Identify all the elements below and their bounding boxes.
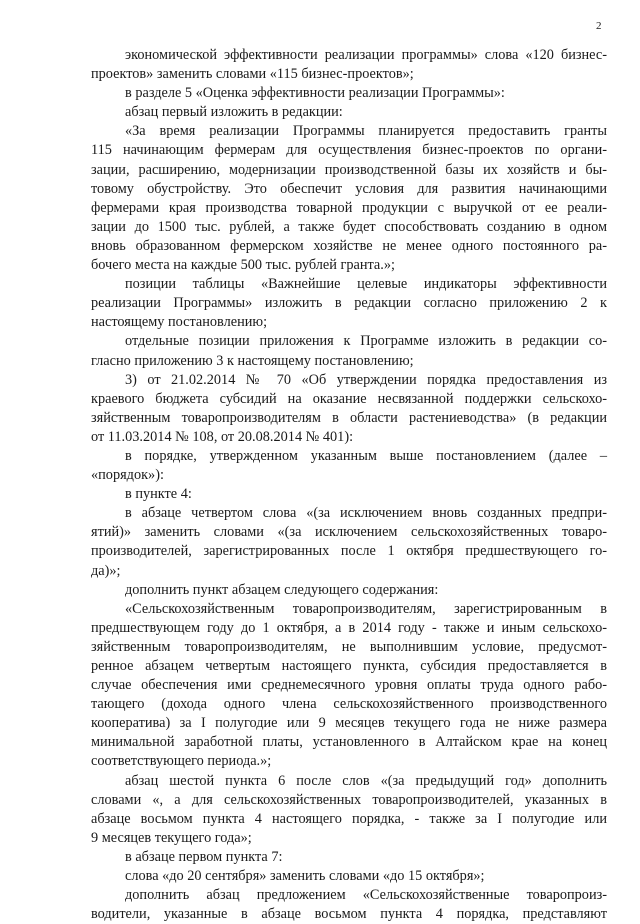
paragraph-line: вновь образованном фермерском хозяйстве не менее одного постоянного ра- xyxy=(91,237,607,254)
paragraph xyxy=(91,600,607,772)
paragraph-line: зации, расширению, модернизации производственной базы их хозяйств и бы- xyxy=(91,161,607,178)
paragraph-line: в порядке, утвержденном указанным выше постановлением (далее – xyxy=(125,447,607,464)
paragraph xyxy=(91,46,607,84)
paragraph xyxy=(91,447,607,485)
paragraph xyxy=(91,504,607,580)
paragraph-line: соответствующего периода.»; xyxy=(91,753,272,770)
paragraph-line: настоящему постановлению; xyxy=(91,314,268,331)
paragraph xyxy=(91,886,607,924)
paragraph-line: зяйственным товаропроизводителям в области растениеводства» (в редакции xyxy=(91,409,607,426)
paragraph-line: «За время реализации Программы планируется предоставить гранты xyxy=(125,123,607,140)
paragraph-line: словами «, а для сельскохозяйственных товаропроизводителей, указанных в xyxy=(91,791,607,808)
paragraph-line: 9 месяцев текущего года»; xyxy=(91,829,252,846)
paragraph-line: 3) от 21.02.2014 № 70 «Об утверждении порядка предоставления из xyxy=(125,371,607,388)
paragraph-line: позиции таблицы «Важнейшие целевые индикаторы эффективности xyxy=(125,276,607,293)
paragraph xyxy=(91,848,607,867)
paragraph xyxy=(91,275,607,332)
paragraph xyxy=(91,772,607,848)
paragraph xyxy=(91,122,607,275)
paragraph-line: гласно приложению 3 к настоящему постановлению; xyxy=(91,352,414,369)
paragraph-line: в абзаце первом пункта 7: xyxy=(125,848,283,865)
paragraph-line: слова «до 20 сентября» заменить словами «до 15 октября»; xyxy=(125,868,485,885)
paragraph-line: минимальной заработной платы, установленного в Алтайском крае на конец xyxy=(91,734,607,751)
paragraph-line: предшествующем году до 1 октября, а в 2014 году - также и иным сельскохо- xyxy=(91,619,607,636)
paragraph-line: водители, указанные в абзаце восьмом пункта 4 порядка, представляют xyxy=(91,906,607,923)
paragraph-line: да)»; xyxy=(91,562,121,579)
paragraph-line: в пункте 4: xyxy=(125,486,192,503)
paragraph-line: абзац первый изложить в редакции: xyxy=(125,104,343,121)
paragraph xyxy=(91,103,607,122)
document-body xyxy=(91,46,607,924)
paragraph-line: ятий)» заменить словами «(за исключением сельскохозяйственных товаро- xyxy=(91,524,607,541)
paragraph-line: товому обустройству. Это обеспечит условия для развития начинающими xyxy=(91,180,607,197)
paragraph-line: случае обеспечения ими среднемесячного уровня оплаты труда одного рабо- xyxy=(91,677,607,694)
paragraph-line: кооператива) за I полугодие или 9 месяцев текущего года не ниже размера xyxy=(91,715,607,732)
paragraph-line: дополнить абзац предложением «Сельскохозяйственные товаропроиз- xyxy=(125,887,607,904)
paragraph-line: фермерами края производства товарной продукции с выручкой от ее реали- xyxy=(91,199,607,216)
paragraph-line: «Сельскохозяйственным товаропроизводителям, зарегистрированным в xyxy=(125,600,607,617)
paragraph-line: от 11.03.2014 № 108, от 20.08.2014 № 401): xyxy=(91,428,354,445)
page-number: 2 xyxy=(596,20,602,32)
paragraph-line: реализации Программы» изложить в редакции согласно приложению 2 к xyxy=(91,295,607,312)
paragraph xyxy=(91,332,607,370)
paragraph-line: в разделе 5 «Оценка эффективности реализации Программы»: xyxy=(125,85,505,102)
paragraph-line: тающего (дохода одного члена сельскохозяйственного производственного xyxy=(91,696,607,713)
paragraph-line: «порядок»): xyxy=(91,467,164,484)
paragraph xyxy=(91,371,607,447)
paragraph-line: зации до 1500 тыс. рублей, а также будет способствовать созданию в одном xyxy=(91,218,607,235)
paragraph-line: экономической эффективности реализации программы» слова «120 бизнес- xyxy=(125,47,607,63)
paragraph-line: отдельные позиции приложения к Программе изложить в редакции со- xyxy=(125,333,607,350)
paragraph xyxy=(91,485,607,504)
paragraph-line: проектов» заменить словами «115 бизнес-проектов»; xyxy=(91,66,414,83)
paragraph xyxy=(91,581,607,600)
paragraph-line: производителей, зарегистрированных после 1 октября предшествующего го- xyxy=(91,543,607,560)
paragraph-line: краевого бюджета субсидий на оказание несвязанной поддержки сельскохо- xyxy=(91,390,607,407)
paragraph-line: абзац шестой пункта 6 после слов «(за предыдущий год» дополнить xyxy=(125,772,607,789)
paragraph xyxy=(91,867,607,886)
paragraph-line: 115 начинающим фермерам для осуществления бизнес-проектов по органи- xyxy=(91,142,607,159)
paragraph-line: бочего места на каждые 500 тыс. рублей гранта.»; xyxy=(91,257,395,274)
paragraph-line: абзаце восьмом пункта 4 настоящего порядка, - также за I полугодие или xyxy=(91,810,607,827)
paragraph xyxy=(91,84,607,103)
paragraph-line: ренное абзацем четвертым настоящего пункта, субсидия предоставляется в xyxy=(91,658,607,674)
paragraph-line: дополнить пункт абзацем следующего содержания: xyxy=(125,581,439,598)
paragraph-line: в абзаце четвертом слова «(за исключением вновь созданных предпри- xyxy=(125,505,607,522)
paragraph-line: зяйственным товаропроизводителям, не выполнившим условие, предусмот- xyxy=(91,638,607,655)
